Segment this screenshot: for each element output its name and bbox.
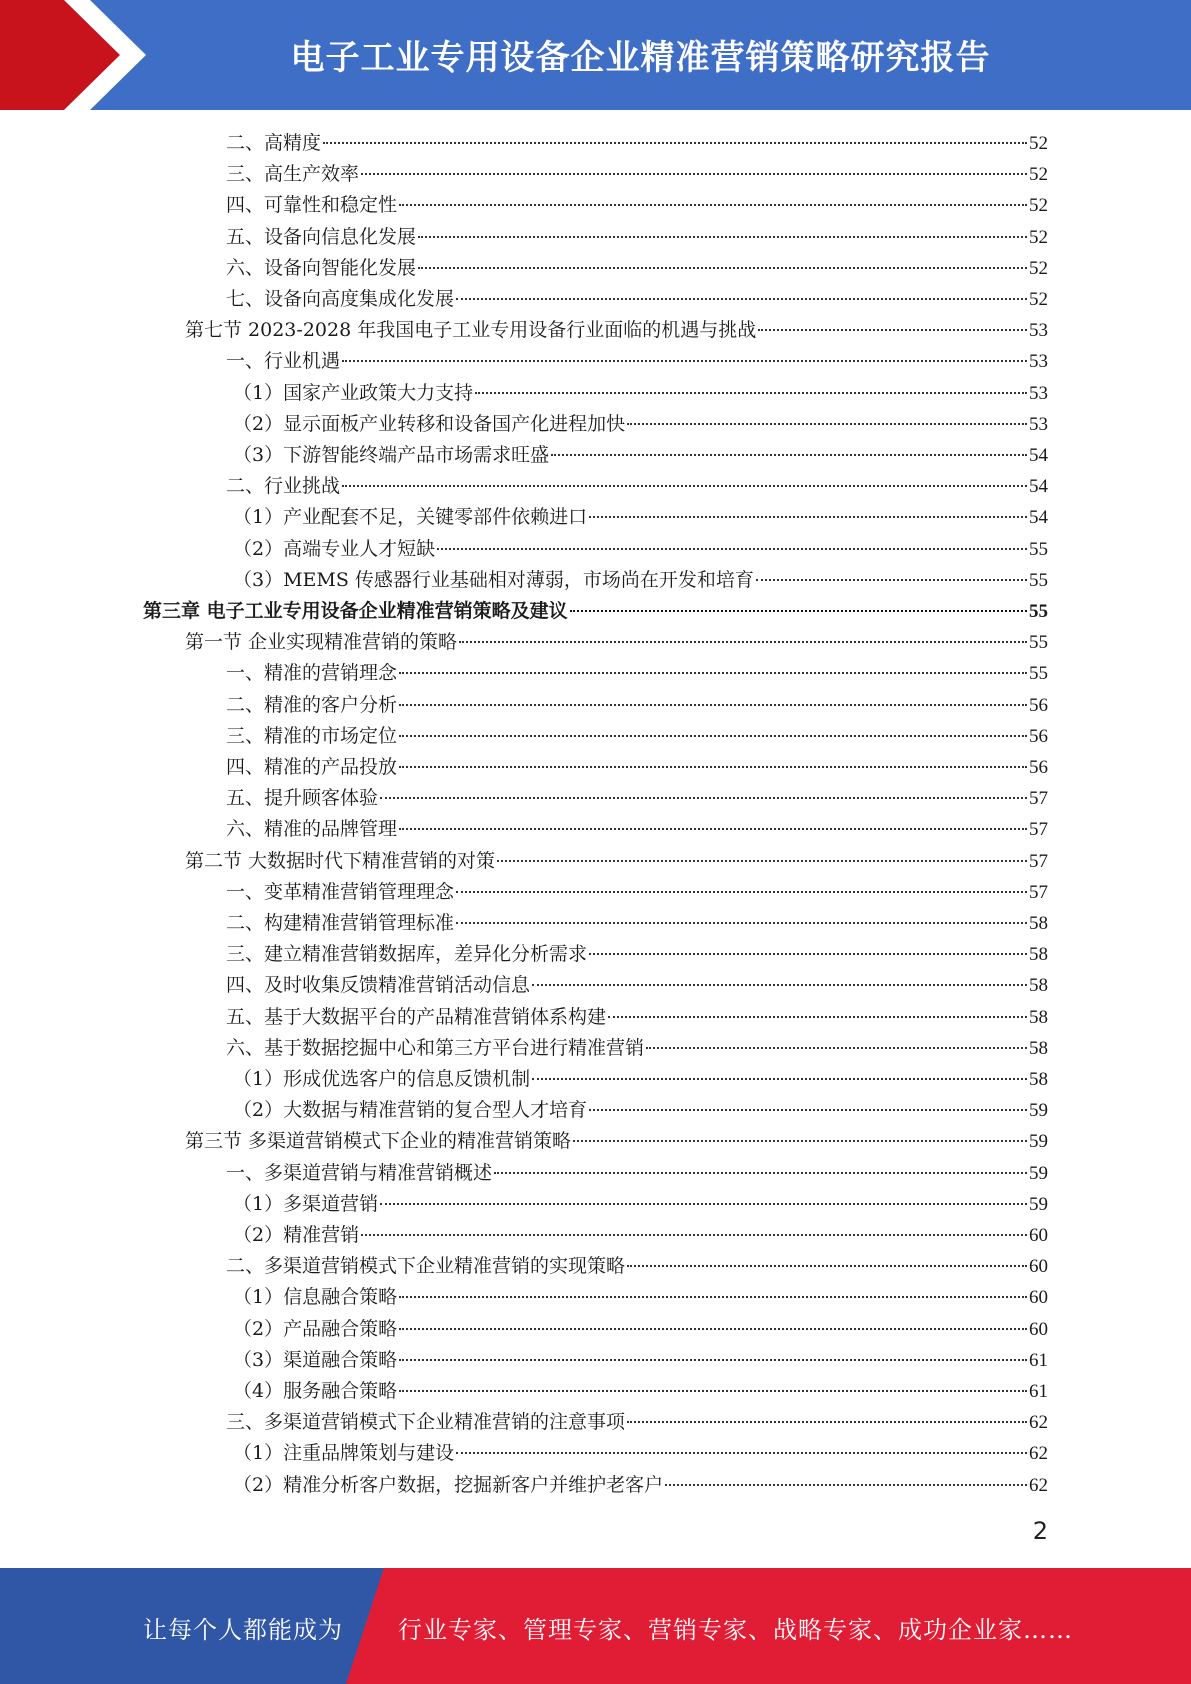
toc-entry-title: （2）精准分析客户数据，挖掘新客户并维护老客户 [233, 1473, 664, 1496]
toc-leader-dots [399, 204, 1027, 206]
toc-entry-title: 三、建立精准营销数据库，差异化分析需求 [226, 943, 588, 966]
toc-entry[interactable] [226, 814, 1048, 845]
toc-entry-page: 52 [1029, 195, 1048, 217]
toc-entry[interactable] [226, 284, 1048, 315]
toc-entry-title: （2）产品融合策略 [233, 1317, 398, 1340]
toc-leader-dots [399, 1359, 1027, 1361]
toc-entry[interactable] [233, 1189, 1048, 1220]
toc-entry-title: 二、高精度 [226, 132, 322, 154]
toc-entry-page: 58 [1029, 1069, 1048, 1090]
toc-entry-title: 四、精准的产品投放 [226, 756, 398, 778]
toc-entry-page: 52 [1029, 257, 1048, 279]
toc-entry[interactable] [226, 1002, 1048, 1033]
toc-entry-page: 61 [1029, 1349, 1048, 1371]
toc-entry-title: （1）注重品牌策划与建设 [233, 1442, 455, 1465]
toc-entry[interactable] [233, 409, 1048, 440]
toc-entry-title: 二、行业挑战 [226, 475, 341, 498]
toc-leader-dots [627, 1421, 1027, 1423]
toc-entry[interactable] [233, 502, 1048, 533]
toc-leader-dots [323, 142, 1027, 144]
toc-entry-title: 第七节 2023-2028 年我国电子工业专用设备行业面临的机遇与挑战 [185, 319, 757, 342]
toc-entry-page: 61 [1029, 1381, 1048, 1402]
toc-entry[interactable] [233, 1064, 1048, 1095]
toc-entry[interactable] [226, 190, 1048, 221]
toc-entry-page: 52 [1029, 289, 1048, 310]
toc-entry[interactable] [226, 1407, 1048, 1438]
toc-entry[interactable] [226, 721, 1048, 752]
toc-entry-title: （3）MEMS 传感器行业基础相对薄弱，市场尚在开发和培育 [233, 568, 754, 591]
toc-entry-title: 第一节 企业实现精准营销的策略 [185, 631, 458, 654]
toc-entry-title: 六、设备向智能化发展 [226, 256, 417, 279]
toc-entry-title: （1）形成优选客户的信息反馈机制 [233, 1068, 531, 1090]
toc-entry-page: 56 [1029, 725, 1048, 747]
toc-entry-page: 60 [1029, 1318, 1048, 1340]
toc-entry[interactable] [226, 690, 1048, 721]
toc-entry-page: 54 [1029, 476, 1048, 498]
toc-leader-dots [380, 1203, 1027, 1205]
footer-slogan-right: 行业专家、管理专家、营销专家、战略专家、成功企业家…… [398, 1616, 1073, 1644]
toc-entry[interactable] [233, 1095, 1048, 1126]
toc-entry-title: 一、精准的营销理念 [226, 662, 398, 685]
toc-entry[interactable] [233, 440, 1048, 471]
toc-entry[interactable] [233, 1220, 1048, 1251]
toc-leader-dots [589, 1109, 1027, 1111]
toc-leader-dots [399, 766, 1027, 768]
toc-entry[interactable] [226, 1251, 1048, 1282]
toc-entry-page: 60 [1029, 1287, 1048, 1309]
toc-leader-dots [459, 641, 1027, 643]
toc-entry-page: 53 [1029, 382, 1048, 404]
toc-entry-title: （3）下游智能终端产品市场需求旺盛 [233, 444, 550, 466]
toc-entry-page: 52 [1029, 164, 1048, 186]
toc-leader-dots [646, 1047, 1027, 1049]
toc-entry-title: 五、提升顾客体验 [226, 787, 379, 810]
toc-entry[interactable] [226, 970, 1048, 1001]
toc-entry-page: 58 [1029, 1006, 1048, 1028]
toc-leader-dots [399, 1328, 1027, 1330]
toc-entry-title: 四、可靠性和稳定性 [226, 194, 398, 217]
toc-entry-title: 五、设备向信息化发展 [226, 225, 417, 248]
toc-entry-title: 第二节 大数据时代下精准营销的对策 [185, 849, 496, 872]
toc-leader-dots [532, 1078, 1027, 1080]
toc-entry[interactable] [226, 658, 1048, 689]
toc-entry-title: 第三节 多渠道营销模式下企业的精准营销策略 [185, 1130, 572, 1153]
toc-entry-page: 52 [1029, 226, 1048, 248]
page-header [0, 0, 1191, 110]
toc-entry-title: 二、构建精准营销管理标准 [226, 912, 455, 934]
toc-leader-dots [361, 173, 1027, 175]
toc-leader-dots [665, 1484, 1027, 1486]
toc-entry-title: 一、变革精准营销管理理念 [226, 880, 455, 903]
toc-leader-dots [756, 579, 1027, 581]
toc-entry-page: 57 [1029, 881, 1048, 903]
toc-leader-dots [399, 672, 1027, 674]
toc-leader-dots [551, 454, 1027, 456]
toc-entry-title: （4）服务融合策略 [233, 1380, 398, 1402]
toc-entry[interactable] [233, 378, 1048, 409]
toc-entry[interactable] [233, 1282, 1048, 1313]
toc-entry-page: 57 [1029, 819, 1048, 841]
toc-leader-dots [399, 735, 1027, 737]
toc-entry-page: 53 [1029, 351, 1048, 373]
toc-entry-page: 52 [1029, 133, 1048, 154]
toc-entry[interactable] [185, 627, 1048, 658]
toc-entry-page: 59 [1029, 1100, 1048, 1122]
toc-leader-dots [399, 1390, 1027, 1392]
toc-leader-dots [573, 1140, 1027, 1142]
toc-entry[interactable] [226, 159, 1048, 190]
toc-leader-dots [456, 922, 1027, 924]
toc-entry[interactable] [226, 253, 1048, 284]
toc-leader-dots [494, 1172, 1027, 1174]
page-number: 2 [1032, 1517, 1048, 1545]
toc-leader-dots [589, 516, 1027, 518]
report-title: 电子工业专用设备企业精准营销策略研究报告 [290, 38, 991, 78]
toc-leader-dots [589, 953, 1027, 955]
toc-leader-dots [532, 984, 1027, 986]
toc-entry-page: 54 [1029, 445, 1048, 466]
toc-entry-page: 59 [1029, 1131, 1048, 1153]
toc-entry[interactable] [233, 1438, 1048, 1469]
toc-entry-title: 六、精准的品牌管理 [226, 818, 398, 841]
toc-entry-page: 58 [1029, 975, 1048, 997]
toc-entry-page: 55 [1029, 663, 1048, 685]
toc-entry-page: 55 [1029, 601, 1048, 622]
toc-entry-title: 五、基于大数据平台的产品精准营销体系构建 [226, 1005, 607, 1028]
toc-entry-page: 58 [1029, 944, 1048, 966]
toc-entry-page: 56 [1029, 694, 1048, 716]
toc-entry-title: （1）多渠道营销 [233, 1192, 379, 1215]
toc-leader-dots [361, 1234, 1027, 1236]
toc-leader-dots [418, 267, 1027, 269]
toc-entry-page: 55 [1029, 569, 1048, 591]
toc-entry-title: （2）大数据与精准营销的复合型人才培育 [233, 1099, 588, 1122]
toc-entry[interactable] [226, 128, 1048, 159]
toc-entry-title: （1）产业配套不足，关键零部件依赖进口 [233, 506, 588, 529]
toc-entry-page: 62 [1029, 1474, 1048, 1496]
toc-entry-title: 四、及时收集反馈精准营销活动信息 [226, 974, 531, 997]
toc-entry[interactable] [226, 908, 1048, 939]
toc-leader-dots [497, 860, 1027, 862]
toc-entry[interactable] [233, 1345, 1048, 1376]
toc-entry[interactable] [233, 1470, 1048, 1501]
toc-leader-dots [456, 891, 1027, 893]
toc-leader-dots [437, 548, 1027, 550]
toc-entry-title: 一、多渠道营销与精准营销概述 [226, 1161, 493, 1184]
toc-entry-page: 57 [1029, 850, 1048, 872]
toc-leader-dots [627, 423, 1027, 425]
toc-entry[interactable] [226, 783, 1048, 814]
toc-entry[interactable] [226, 222, 1048, 253]
toc-entry-title: （1）信息融合策略 [233, 1286, 398, 1309]
toc-leader-dots [399, 828, 1027, 830]
toc-entry[interactable] [185, 846, 1048, 877]
toc-entry-title: 三、多渠道营销模式下企业精准营销的注意事项 [226, 1411, 626, 1434]
toc-leader-dots [456, 298, 1027, 300]
toc-entry[interactable] [185, 1126, 1048, 1157]
toc-leader-dots [418, 236, 1027, 238]
toc-entry-page: 53 [1029, 413, 1048, 435]
toc-entry-page: 55 [1029, 538, 1048, 560]
toc-entry-title: （2）精准营销 [233, 1224, 360, 1246]
toc-entry-page: 57 [1029, 788, 1048, 810]
toc-leader-dots [380, 797, 1027, 799]
toc-entry-page: 54 [1029, 507, 1048, 529]
toc-entry-title: （2）显示面板产业转移和设备国产化进程加快 [233, 412, 626, 435]
toc-leader-dots [570, 610, 1027, 612]
toc-entry-title: （3）渠道融合策略 [233, 1348, 398, 1371]
toc-entry[interactable] [226, 752, 1048, 783]
toc-entry[interactable] [233, 565, 1048, 596]
footer-slogan-left: 让每个人都能成为 [143, 1616, 343, 1644]
toc-entry[interactable] [233, 1314, 1048, 1345]
toc-entry-page: 53 [1029, 320, 1048, 342]
toc-entry[interactable] [226, 471, 1048, 502]
toc-entry-page: 55 [1029, 632, 1048, 654]
toc-leader-dots [627, 1265, 1027, 1267]
toc-entry-title: （2）高端专业人才短缺 [233, 537, 436, 560]
toc-entry-title: 一、行业机遇 [226, 350, 341, 373]
toc-entry-page: 58 [1029, 913, 1048, 934]
toc-entry-page: 59 [1029, 1162, 1048, 1184]
toc-leader-dots [608, 1016, 1027, 1018]
toc-entry[interactable] [226, 346, 1048, 377]
toc-entry-page: 56 [1029, 757, 1048, 778]
toc-leader-dots [475, 392, 1027, 394]
toc-entry[interactable] [226, 877, 1048, 908]
toc-entry-page: 59 [1029, 1193, 1048, 1215]
toc-entry-title: 二、精准的客户分析 [226, 693, 398, 716]
toc-entry-title: 三、高生产效率 [226, 163, 360, 186]
page-footer [0, 1568, 1191, 1684]
toc-entry-title: 二、多渠道营销模式下企业精准营销的实现策略 [226, 1255, 626, 1278]
toc-entry-title: 第三章 电子工业专用设备企业精准营销策略及建议 [143, 600, 568, 622]
toc-entry[interactable] [233, 534, 1048, 565]
toc-entry-page: 58 [1029, 1037, 1048, 1059]
toc-leader-dots [399, 704, 1027, 706]
toc-entry-title: 七、设备向高度集成化发展 [226, 288, 455, 310]
toc-entry[interactable] [226, 1033, 1048, 1064]
toc-leader-dots [342, 360, 1027, 362]
toc-entry-page: 60 [1029, 1256, 1048, 1278]
toc-leader-dots [456, 1452, 1027, 1454]
toc-entry-page: 62 [1029, 1412, 1048, 1434]
toc-entry-title: （1）国家产业政策大力支持 [233, 381, 474, 404]
toc-entry[interactable] [226, 1158, 1048, 1189]
toc-entry[interactable] [185, 315, 1048, 346]
toc-entry-page: 60 [1029, 1225, 1048, 1246]
toc-entry-page: 62 [1029, 1443, 1048, 1465]
toc-entry-title: 三、精准的市场定位 [226, 724, 398, 747]
toc-entry-title: 六、基于数据挖掘中心和第三方平台进行精准营销 [226, 1036, 645, 1059]
toc-leader-dots [399, 1296, 1027, 1298]
toc-entry[interactable] [226, 939, 1048, 970]
toc-leader-dots [342, 485, 1027, 487]
toc-entry[interactable] [233, 1376, 1048, 1407]
toc-entry[interactable] [143, 596, 1048, 627]
toc-leader-dots [758, 329, 1027, 331]
